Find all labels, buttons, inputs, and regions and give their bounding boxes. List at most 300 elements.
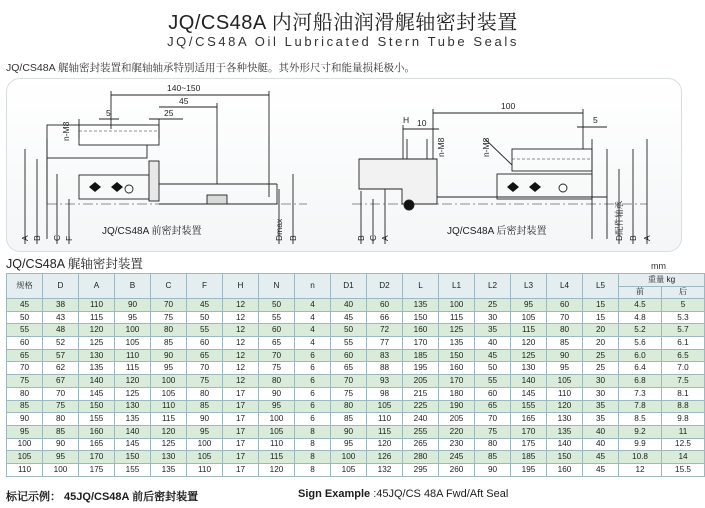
table-cell: 126 [367, 451, 403, 464]
table-cell: 130 [115, 400, 151, 413]
table-cell: 110 [259, 438, 295, 451]
front-letter-b-right: B [288, 235, 298, 241]
rear-dim-5: 5 [593, 115, 598, 125]
table-cell: 90 [475, 463, 511, 476]
table-cell: 66 [367, 311, 403, 324]
table-cell: 43 [43, 311, 79, 324]
table-cell: 5.3 [662, 311, 705, 324]
table-cell: 25 [583, 349, 619, 362]
table-cell: 165 [511, 413, 547, 426]
table-cell: 35 [583, 400, 619, 413]
table-row [7, 299, 705, 312]
table-cell: 90 [43, 438, 79, 451]
column-header: n [295, 274, 331, 299]
front-caption: JQ/CS48A 前密封装置 [102, 226, 202, 237]
rear-bolt-label-1: n-M8 [436, 137, 446, 157]
table-cell: 55 [259, 311, 295, 324]
table-cell: 6.8 [619, 375, 662, 388]
table-cell: 170 [511, 425, 547, 438]
table-cell: 12 [223, 349, 259, 362]
table-cell: 135 [547, 425, 583, 438]
table-cell: 95 [7, 425, 43, 438]
table-cell: 5.7 [662, 324, 705, 337]
table-row [7, 400, 705, 413]
table-cell: 215 [403, 387, 439, 400]
weight-subheader: 后 [662, 286, 705, 299]
table-cell: 45 [583, 451, 619, 464]
table-cell: 170 [403, 337, 439, 350]
table-cell: 5.6 [619, 337, 662, 350]
table-cell: 80 [547, 324, 583, 337]
table-cell: 12.5 [662, 438, 705, 451]
column-header: C [151, 274, 187, 299]
column-header: L4 [547, 274, 583, 299]
table-cell: 12 [223, 337, 259, 350]
table-cell: 35 [475, 324, 511, 337]
table-cell: 75 [331, 387, 367, 400]
table-cell: 150 [547, 451, 583, 464]
table-cell: 90 [331, 425, 367, 438]
table-cell: 48 [43, 324, 79, 337]
table-cell: 8.5 [619, 413, 662, 426]
column-header: D [43, 274, 79, 299]
page-subtitle-english: JQ/CS48A Oil Lubricated Stern Tube Seals [167, 34, 519, 49]
table-cell: 45 [187, 299, 223, 312]
table-cell: 38 [43, 299, 79, 312]
front-dim-overall: 140~150 [167, 83, 201, 93]
table-cell: 120 [511, 337, 547, 350]
table-row [7, 337, 705, 350]
table-cell: 95 [259, 400, 295, 413]
table-cell: 65 [331, 362, 367, 375]
table-cell: 260 [439, 463, 475, 476]
table-cell: 105 [259, 425, 295, 438]
table-cell: 105 [115, 337, 151, 350]
table-cell: 60 [475, 387, 511, 400]
table-cell: 170 [79, 451, 115, 464]
table-cell: 6 [295, 400, 331, 413]
table-cell: 110 [367, 413, 403, 426]
table-cell: 125 [439, 324, 475, 337]
table-cell: 75 [43, 400, 79, 413]
table-cell: 175 [79, 463, 115, 476]
table-cell: 160 [403, 324, 439, 337]
table-cell: 75 [151, 311, 187, 324]
intro-text: JQ/CS48A 艉轴密封装置和艉轴轴承特别适用于各种快艇。其外形尺寸和能量损耗极小。 [6, 62, 415, 74]
table-cell: 85 [547, 337, 583, 350]
table-cell: 110 [151, 400, 187, 413]
column-header: F [187, 274, 223, 299]
table-cell: 155 [511, 400, 547, 413]
rear-letter-a-right: A [642, 235, 652, 241]
table-row [7, 463, 705, 476]
table-cell: 50 [259, 299, 295, 312]
table-cell: 7.0 [662, 362, 705, 375]
table-cell: 62 [43, 362, 79, 375]
table-cell: 140 [79, 375, 115, 388]
table-cell: 245 [439, 451, 475, 464]
table-cell: 115 [79, 311, 115, 324]
spec-table [6, 273, 705, 477]
weight-header: 重量 kg [619, 274, 705, 287]
table-row [7, 387, 705, 400]
table-cell: 195 [511, 463, 547, 476]
table-cell: 40 [583, 438, 619, 451]
table-cell: 155 [115, 463, 151, 476]
table-cell: 90 [151, 349, 187, 362]
table-cell: 105 [331, 463, 367, 476]
table-cell: 6.1 [662, 337, 705, 350]
table-cell: 125 [511, 349, 547, 362]
table-row [7, 324, 705, 337]
table-cell: 77 [367, 337, 403, 350]
table-cell: 135 [79, 362, 115, 375]
table-cell: 105 [151, 387, 187, 400]
front-dim-5: 5 [106, 108, 111, 118]
table-cell: 15.5 [662, 463, 705, 476]
table-cell: 175 [511, 438, 547, 451]
table-cell: 230 [439, 438, 475, 451]
table-cell: 6 [295, 375, 331, 388]
table-cell: 145 [115, 438, 151, 451]
table-cell: 100 [187, 438, 223, 451]
table-row [7, 375, 705, 388]
table-cell: 80 [259, 375, 295, 388]
front-dmax-label: Dmax [274, 218, 284, 241]
table-cell: 14 [662, 451, 705, 464]
table-cell: 9.8 [662, 413, 705, 426]
table-cell: 100 [43, 463, 79, 476]
sign-example-value: :45JQ/CS 48A Fwd/Aft Seal [373, 488, 509, 500]
table-cell: 30 [583, 375, 619, 388]
table-cell: 55 [475, 375, 511, 388]
table-cell: 140 [511, 375, 547, 388]
table-cell: 8.8 [662, 400, 705, 413]
table-cell: 120 [259, 463, 295, 476]
table-cell: 70 [187, 362, 223, 375]
column-header: 规格 [7, 274, 43, 299]
table-cell: 95 [547, 362, 583, 375]
table-cell: 12 [223, 311, 259, 324]
table-cell: 6 [295, 387, 331, 400]
table-cell: 170 [439, 375, 475, 388]
table-cell: 160 [79, 425, 115, 438]
rear-letter-a: A [380, 235, 390, 241]
table-cell: 280 [403, 451, 439, 464]
table-cell: 115 [367, 425, 403, 438]
table-cell: 135 [115, 413, 151, 426]
table-cell: 85 [331, 413, 367, 426]
table-cell: 8 [295, 438, 331, 451]
table-cell: 57 [43, 349, 79, 362]
table-cell: 110 [7, 463, 43, 476]
table-cell: 17 [223, 413, 259, 426]
column-header: D2 [367, 274, 403, 299]
table-cell: 20 [583, 324, 619, 337]
table-cell: 110 [547, 387, 583, 400]
table-cell: 83 [367, 349, 403, 362]
table-cell: 6.0 [619, 349, 662, 362]
table-cell: 185 [511, 451, 547, 464]
table-cell: 85 [43, 425, 79, 438]
table-cell: 180 [439, 387, 475, 400]
rear-letter-b: B [356, 235, 366, 241]
table-cell: 90 [259, 387, 295, 400]
table-cell: 45 [583, 463, 619, 476]
table-cell: 95 [151, 362, 187, 375]
column-header: D1 [331, 274, 367, 299]
table-cell: 150 [79, 400, 115, 413]
table-cell: 240 [403, 413, 439, 426]
table-row [7, 438, 705, 451]
rear-dim-100: 100 [501, 101, 516, 111]
table-cell: 45 [7, 299, 43, 312]
table-cell: 150 [403, 311, 439, 324]
table-cell: 75 [7, 375, 43, 388]
table-cell: 190 [439, 400, 475, 413]
rear-dim-10: 10 [417, 118, 427, 128]
table-cell: 205 [439, 413, 475, 426]
table-cell: 100 [115, 324, 151, 337]
rear-caption: JQ/CS48A 后密封装置 [447, 226, 547, 237]
table-cell: 40 [583, 425, 619, 438]
table-cell: 50 [187, 311, 223, 324]
rear-letter-c: C [368, 234, 378, 241]
table-cell: 145 [511, 387, 547, 400]
table-cell: 17 [223, 463, 259, 476]
column-header: H [223, 274, 259, 299]
front-letter-b: B [32, 235, 42, 241]
table-cell: 145 [79, 387, 115, 400]
table-cell: 225 [403, 400, 439, 413]
table-cell: 95 [331, 438, 367, 451]
table-cell: 65 [259, 337, 295, 350]
table-cell: 140 [547, 438, 583, 451]
table-cell: 90 [187, 413, 223, 426]
rear-bolt-label-2: n-M8 [481, 137, 491, 157]
front-letter-f: F [64, 235, 74, 241]
table-cell: 12 [223, 362, 259, 375]
table-cell: 80 [475, 438, 511, 451]
table-cell: 7.8 [619, 400, 662, 413]
table-cell: 9.2 [619, 425, 662, 438]
table-cell: 45 [331, 311, 367, 324]
table-cell: 120 [547, 400, 583, 413]
table-cell: 15 [583, 311, 619, 324]
column-header: L3 [511, 274, 547, 299]
table-row [7, 311, 705, 324]
table-cell: 6.5 [662, 349, 705, 362]
front-bolt-label: n-M8 [61, 121, 71, 141]
table-cell: 17 [223, 438, 259, 451]
table-row [7, 362, 705, 375]
table-cell: 135 [439, 337, 475, 350]
table-cell: 295 [403, 463, 439, 476]
table-cell: 40 [331, 299, 367, 312]
table-cell: 100 [7, 438, 43, 451]
table-cell: 50 [331, 324, 367, 337]
table-cell: 95 [115, 311, 151, 324]
table-cell: 100 [439, 299, 475, 312]
table-cell: 88 [367, 362, 403, 375]
table-cell: 155 [79, 413, 115, 426]
table-cell: 220 [439, 425, 475, 438]
table-cell: 75 [259, 362, 295, 375]
table-row [7, 425, 705, 438]
table-cell: 70 [151, 299, 187, 312]
table-cell: 8 [295, 463, 331, 476]
page-title: JQ/CS48A 内河船油润滑艉轴密封装置 [168, 12, 518, 34]
table-cell: 110 [115, 349, 151, 362]
table-cell: 98 [367, 387, 403, 400]
table-cell: 115 [151, 413, 187, 426]
table-cell: 67 [43, 375, 79, 388]
table-cell: 75 [187, 375, 223, 388]
table-cell: 70 [547, 311, 583, 324]
table-cell: 85 [475, 451, 511, 464]
table-cell: 8 [295, 451, 331, 464]
rear-letter-b-right: B [628, 235, 638, 241]
table-cell: 8.1 [662, 387, 705, 400]
table-cell: 70 [43, 387, 79, 400]
table-cell: 95 [187, 425, 223, 438]
table-cell: 150 [115, 451, 151, 464]
table-cell: 110 [79, 299, 115, 312]
table-cell: 80 [7, 387, 43, 400]
table-cell: 50 [475, 362, 511, 375]
table-cell: 160 [547, 463, 583, 476]
table-cell: 80 [43, 413, 79, 426]
table-cell: 110 [187, 463, 223, 476]
table-cell: 93 [367, 375, 403, 388]
table-cell: 90 [547, 349, 583, 362]
table-cell: 30 [583, 387, 619, 400]
table-cell: 6.4 [619, 362, 662, 375]
table-cell: 165 [79, 438, 115, 451]
table-cell: 265 [403, 438, 439, 451]
table-cell: 17 [223, 387, 259, 400]
table-cell: 5.2 [619, 324, 662, 337]
front-letter-a: A [20, 235, 30, 241]
table-cell: 12 [223, 299, 259, 312]
table-cell: 140 [115, 425, 151, 438]
table-cell: 70 [331, 375, 367, 388]
table-cell: 85 [7, 400, 43, 413]
sign-example-cn: 标记示例： 45JQ/CS48A 前后密封装置 [6, 491, 199, 503]
table-cell: 80 [331, 400, 367, 413]
table-cell: 15 [583, 299, 619, 312]
table-cell: 4.8 [619, 311, 662, 324]
table-cell: 6 [295, 362, 331, 375]
table-cell: 60 [367, 299, 403, 312]
table-cell: 120 [151, 425, 187, 438]
table-cell: 4 [295, 337, 331, 350]
table-cell: 60 [259, 324, 295, 337]
table-cell: 130 [547, 413, 583, 426]
table-cell: 17 [223, 400, 259, 413]
table-cell: 40 [475, 337, 511, 350]
column-header: L1 [439, 274, 475, 299]
table-cell: 4.5 [619, 299, 662, 312]
table-cell: 90 [115, 299, 151, 312]
table-cell: 10.8 [619, 451, 662, 464]
table-cell: 125 [79, 337, 115, 350]
table-cell: 130 [151, 451, 187, 464]
table-cell: 65 [187, 349, 223, 362]
table-cell: 85 [187, 400, 223, 413]
table-cell: 11 [662, 425, 705, 438]
table-cell: 125 [115, 387, 151, 400]
table-cell: 135 [403, 299, 439, 312]
front-dim-25: 25 [164, 108, 174, 118]
table-cell: 105 [7, 451, 43, 464]
table-cell: 72 [367, 324, 403, 337]
table-cell: 105 [367, 400, 403, 413]
rear-bearing-label: D配件轴承 [614, 200, 624, 241]
table-cell: 6 [295, 413, 331, 426]
table-cell: 150 [439, 349, 475, 362]
table-cell: 60 [547, 299, 583, 312]
column-header: A [79, 274, 115, 299]
table-cell: 7.3 [619, 387, 662, 400]
table-cell: 105 [511, 311, 547, 324]
column-header: L2 [475, 274, 511, 299]
table-cell: 65 [7, 349, 43, 362]
table-cell: 70 [475, 413, 511, 426]
table-cell: 105 [187, 451, 223, 464]
table-cell: 205 [403, 375, 439, 388]
table-cell: 60 [7, 337, 43, 350]
seal-drawings [7, 79, 681, 251]
table-cell: 25 [583, 362, 619, 375]
table-cell: 52 [43, 337, 79, 350]
table-row [7, 349, 705, 362]
column-header: N [259, 274, 295, 299]
table-cell: 30 [475, 311, 511, 324]
table-cell: 80 [151, 324, 187, 337]
table-cell: 100 [259, 413, 295, 426]
table-cell: 60 [331, 349, 367, 362]
table-cell: 12 [223, 324, 259, 337]
table-cell: 45 [475, 349, 511, 362]
table-cell: 4 [295, 299, 331, 312]
table-cell: 80 [187, 387, 223, 400]
table-cell: 100 [151, 375, 187, 388]
table-cell: 6 [295, 349, 331, 362]
table-cell: 95 [511, 299, 547, 312]
table-cell: 60 [187, 337, 223, 350]
table-cell: 132 [367, 463, 403, 476]
sign-example-en [298, 488, 508, 500]
table-cell: 120 [79, 324, 115, 337]
table-cell: 160 [439, 362, 475, 375]
table-cell: 125 [151, 438, 187, 451]
table-cell: 95 [43, 451, 79, 464]
table-cell: 115 [511, 324, 547, 337]
table-cell: 70 [259, 349, 295, 362]
column-header: L5 [583, 274, 619, 299]
table-cell: 100 [331, 451, 367, 464]
table-cell: 50 [7, 311, 43, 324]
table-cell: 85 [151, 337, 187, 350]
table-cell: 5 [662, 299, 705, 312]
table-cell: 12 [223, 375, 259, 388]
table-cell: 115 [259, 451, 295, 464]
unit-label: mm [651, 261, 666, 271]
table-cell: 25 [475, 299, 511, 312]
table-cell: 35 [583, 413, 619, 426]
column-header: L [403, 274, 439, 299]
